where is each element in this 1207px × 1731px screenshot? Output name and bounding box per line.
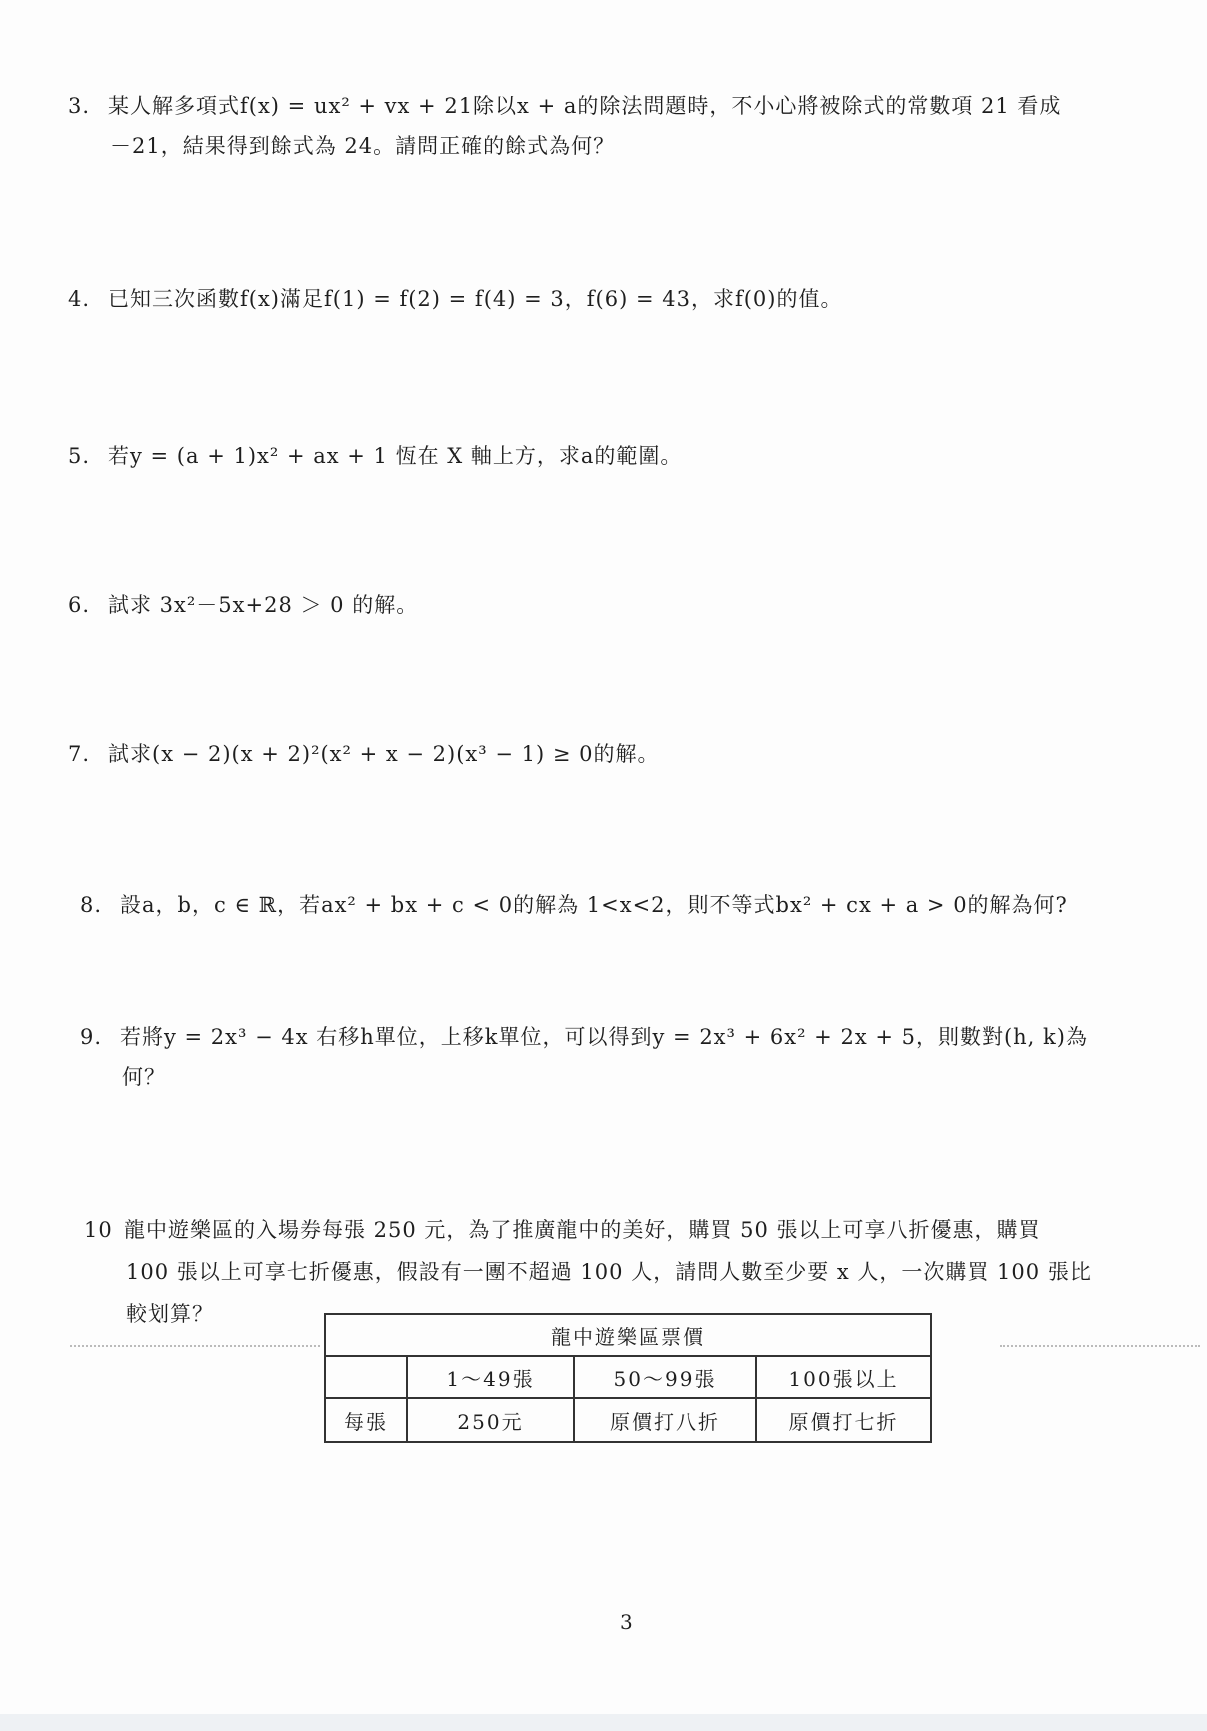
question-9 bbox=[80, 1017, 1088, 1097]
table-title: 龍中遊樂區票價 bbox=[325, 1314, 931, 1356]
question-number: 7. bbox=[68, 742, 91, 766]
table-row-label: 每張 bbox=[325, 1398, 407, 1442]
page-number: 3 bbox=[620, 1610, 633, 1634]
question-6 bbox=[68, 585, 418, 625]
question-number: 8. bbox=[80, 893, 103, 917]
question-text: 若y = (a + 1)x² + ax + 1 恆在 X 軸上方，求a的範圍。 bbox=[108, 444, 683, 468]
table-cell: 250元 bbox=[407, 1398, 574, 1442]
question-4 bbox=[68, 279, 842, 319]
question-text-continued: －21，結果得到餘式為 24。請問正確的餘式為何？ bbox=[110, 134, 616, 158]
table-header-cell: 50～99張 bbox=[574, 1356, 756, 1398]
question-text-continued: 較划算？ bbox=[126, 1302, 214, 1326]
question-number: 6. bbox=[68, 593, 91, 617]
ticket-price-table bbox=[324, 1313, 932, 1443]
question-number: 10 bbox=[84, 1218, 113, 1242]
question-text: 試求 3x²－5x+28 ＞ 0 的解。 bbox=[108, 593, 419, 617]
question-5 bbox=[68, 436, 682, 476]
dotted-scan-line bbox=[70, 1345, 320, 1347]
scan-edge bbox=[0, 1714, 1207, 1731]
question-text: 龍中遊樂區的入場券每張 250 元，為了推廣龍中的美好，購買 50 張以上可享八折優惠，購買 bbox=[124, 1218, 1041, 1242]
question-7 bbox=[68, 734, 660, 774]
question-text-continued: 何？ bbox=[122, 1065, 166, 1089]
table-header-cell: 100張以上 bbox=[756, 1356, 931, 1398]
dotted-scan-line bbox=[1000, 1345, 1200, 1347]
table-cell: 原價打八折 bbox=[574, 1398, 756, 1442]
question-3 bbox=[68, 86, 1061, 166]
question-number: 9. bbox=[80, 1025, 103, 1049]
table-header-cell: 1～49張 bbox=[407, 1356, 574, 1398]
table-header-cell bbox=[325, 1356, 407, 1398]
question-text: 設a，b，c ∈ ℝ，若ax² + bx + c < 0的解為 1<x<2，則不等式bx² + cx + a > 0的解為何? bbox=[120, 893, 1068, 917]
question-text: 試求(x − 2)(x + 2)²(x² + x − 2)(x³ − 1) ≥ 0的解。 bbox=[108, 742, 660, 766]
question-number: 3. bbox=[68, 94, 91, 118]
question-8 bbox=[80, 885, 1068, 925]
question-text-continued: 100 張以上可享七折優惠，假設有一團不超過 100 人，請問人數至少要 x 人，一次購買 100 張比 bbox=[126, 1260, 1092, 1284]
table-cell: 原價打七折 bbox=[756, 1398, 931, 1442]
question-number: 4. bbox=[68, 287, 91, 311]
question-text: 已知三次函數f(x)滿足f(1) = f(2) = f(4) = 3，f(6) = 43，求f(0)的值。 bbox=[108, 287, 843, 311]
question-number: 5. bbox=[68, 444, 91, 468]
question-text: 某人解多項式f(x) = ux² + vx + 21除以x + a的除法問題時，不小心將被除式的常數項 21 看成 bbox=[108, 94, 1062, 118]
question-text: 若將y = 2x³ − 4x 右移h單位，上移k單位，可以得到y = 2x³ + 6x² + 2x + 5，則數對(h, k)為 bbox=[120, 1025, 1088, 1049]
